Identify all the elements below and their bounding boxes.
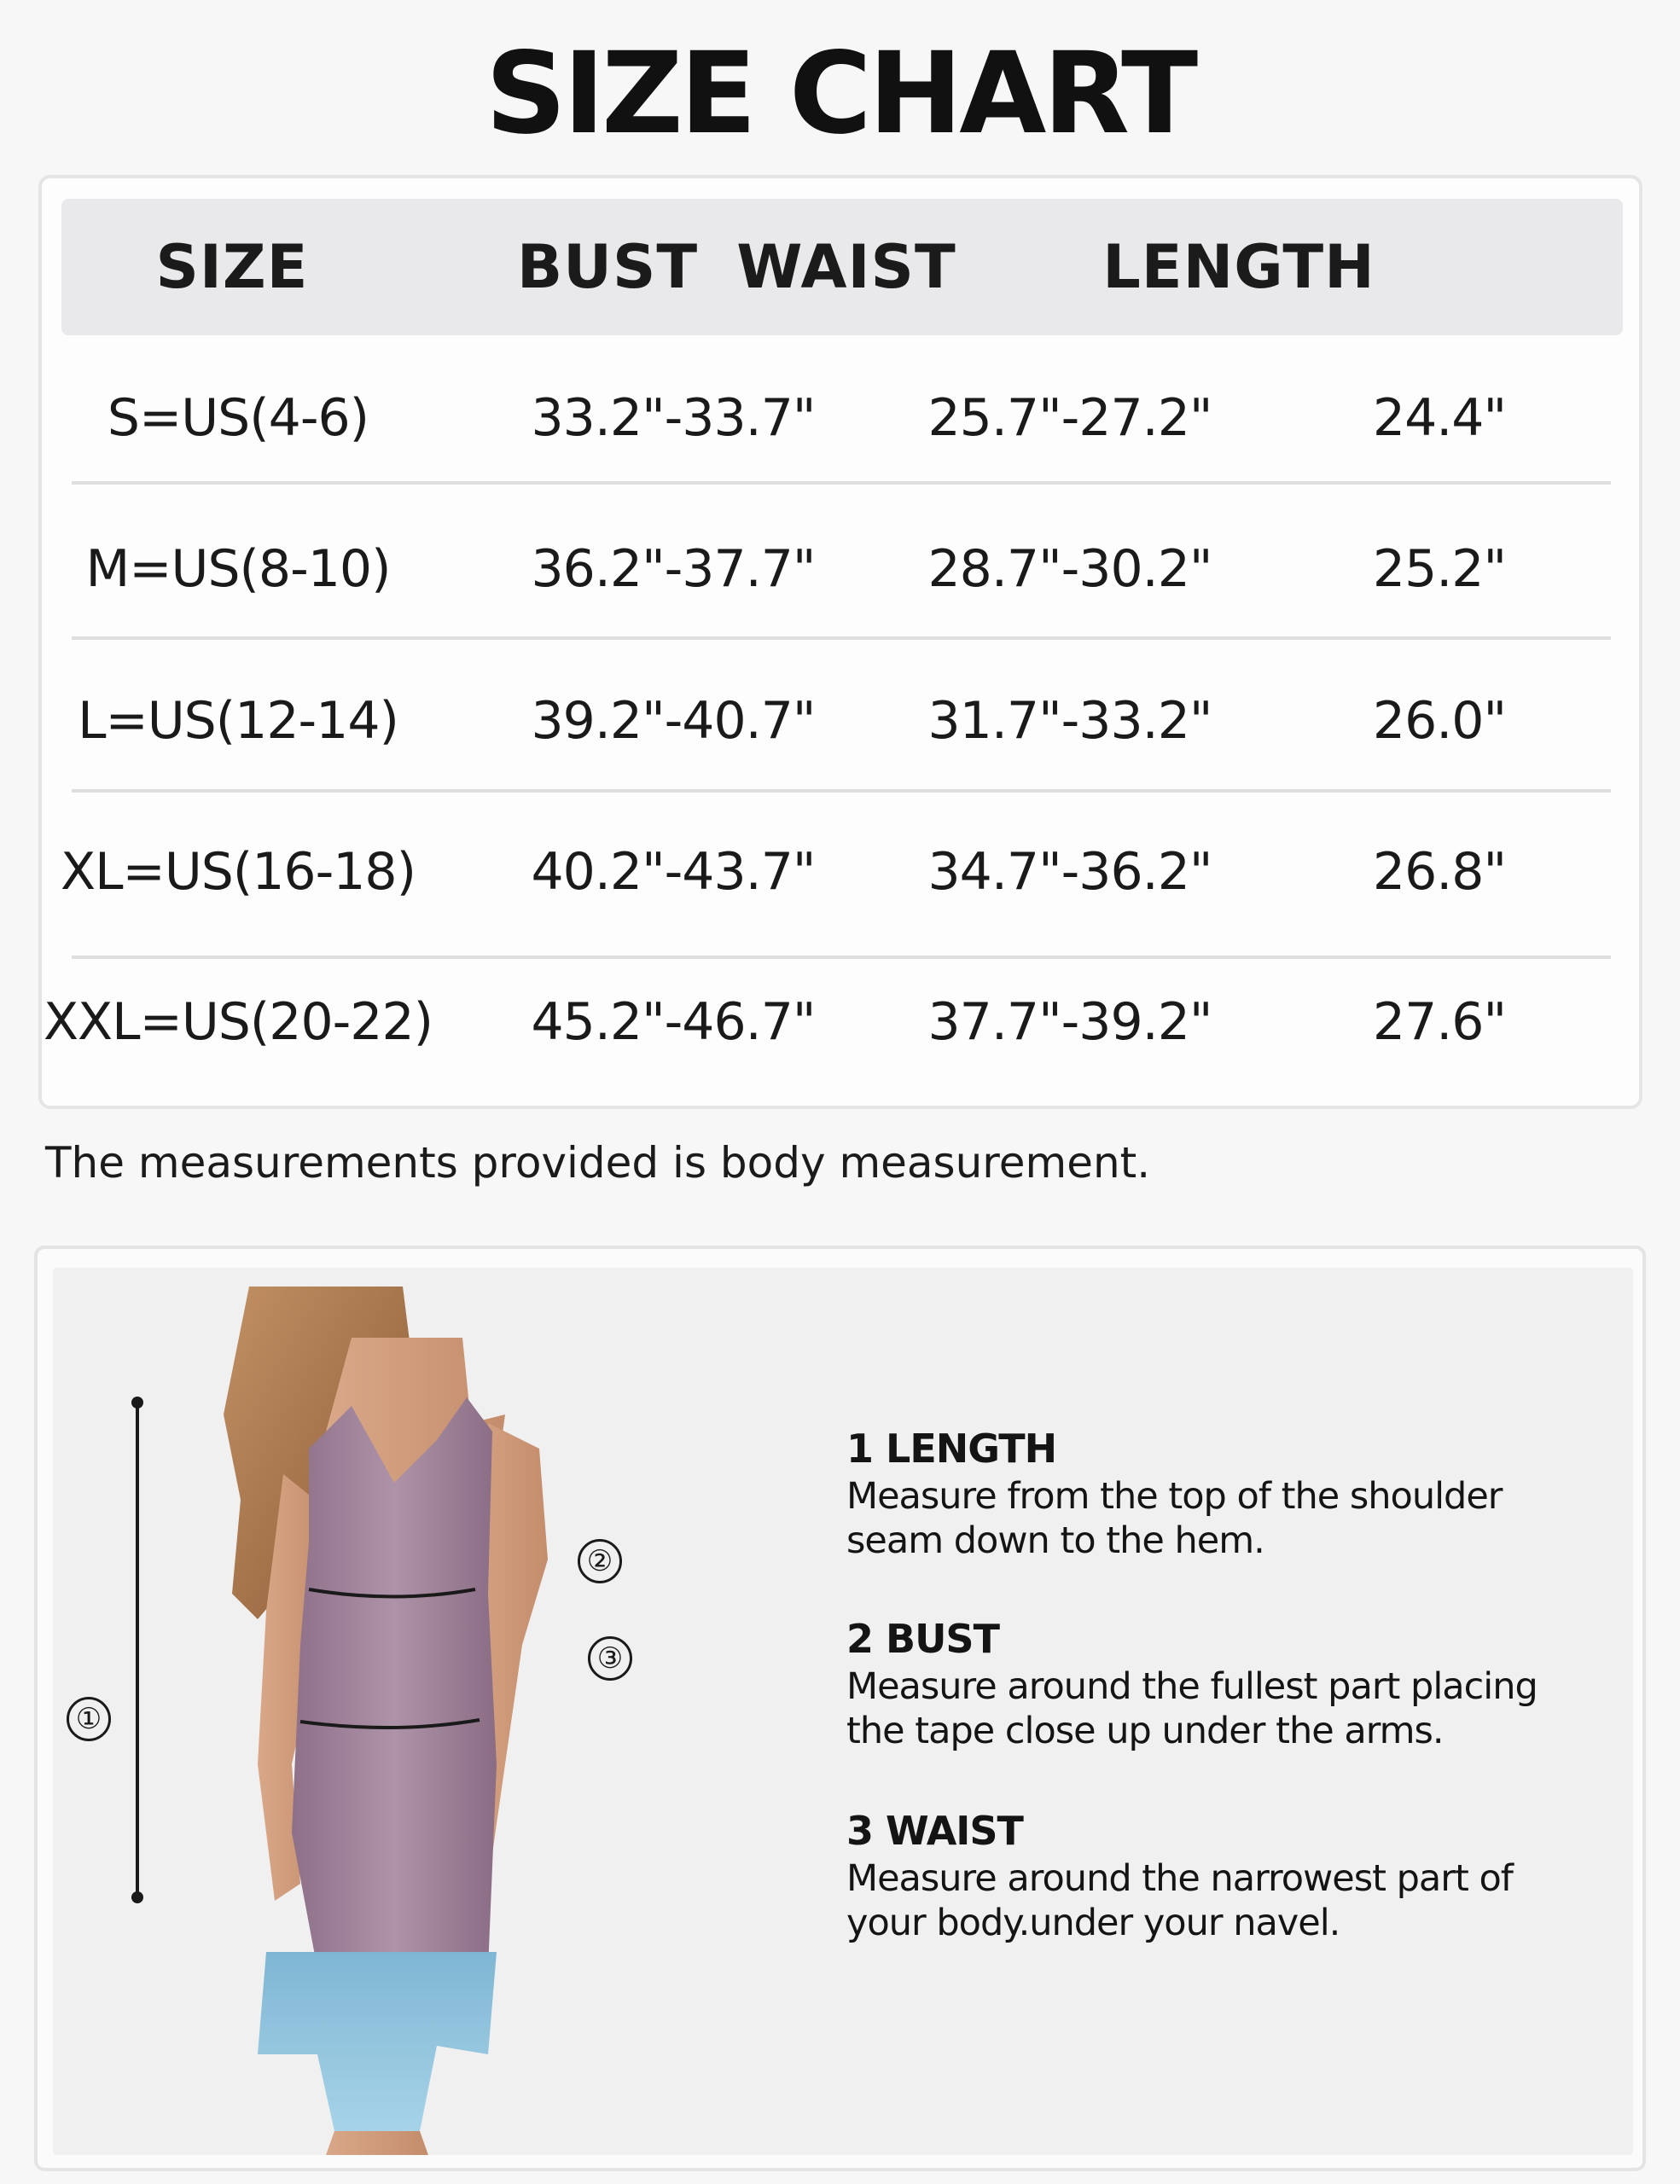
table-header [61,199,1623,335]
waist-desc-line1: Measure around the narrowest part of [846,1857,1513,1900]
cell-bust: 45.2"-46.7" [531,992,816,1052]
waist-instruction [846,1805,1614,1945]
bust-desc-line2: the tape close up under the arms. [846,1710,1444,1752]
measurement-note: The measurements provided is body measurement. [45,1138,1151,1188]
cell-bust: 40.2"-43.7" [531,842,816,902]
cell-size: S=US(4-6) [107,388,369,448]
cell-waist: 31.7"-33.2" [927,691,1212,751]
table-row [72,646,1611,796]
cell-length: 24.4" [1372,388,1507,448]
bust-instruction [846,1613,1614,1753]
header-length: LENGTH [1102,232,1375,302]
cell-waist: 37.7"-39.2" [927,992,1212,1052]
length-desc-line1: Measure from the top of the shoulder [846,1475,1503,1518]
row-divider [72,636,1611,640]
cell-bust: 33.2"-33.7" [531,388,816,448]
cell-bust: 36.2"-37.7" [531,539,816,599]
guide-panel [53,1268,1633,2155]
table-row [72,494,1611,644]
length-instruction [846,1423,1614,1563]
cell-length: 27.6" [1372,992,1507,1052]
row-divider [72,789,1611,793]
cell-size: XXL=US(20-22) [43,992,433,1052]
header-waist: WAIST [736,232,956,302]
length-title: 1 LENGTH [846,1426,1057,1472]
cell-bust: 39.2"-40.7" [531,691,816,751]
cell-size: XL=US(16-18) [61,842,416,902]
cell-waist: 25.7"-27.2" [927,388,1212,448]
table-row [72,343,1611,493]
cell-length: 25.2" [1372,539,1507,599]
header-size: SIZE [155,232,309,302]
size-table [38,175,1642,1109]
page-title: SIZE CHART [485,28,1195,160]
cell-waist: 28.7"-30.2" [927,539,1212,599]
header-bust: BUST [516,232,699,302]
bust-title: 2 BUST [846,1616,999,1662]
table-row [61,797,1611,947]
table-row [43,947,1611,1097]
cell-size: M=US(8-10) [85,539,391,599]
waist-desc-line2: your body.under your navel. [846,1902,1340,1944]
cell-waist: 34.7"-36.2" [927,842,1212,902]
waist-title: 3 WAIST [846,1808,1023,1854]
measure-guide [34,1246,1646,2171]
model-photo [181,1287,659,2155]
marker-2: ② [578,1539,622,1583]
length-desc-line2: seam down to the hem. [846,1519,1264,1562]
marker-1: ① [67,1697,111,1741]
marker-3: ③ [588,1636,632,1681]
cell-size: L=US(12-14) [78,691,398,751]
row-divider [72,481,1611,485]
cell-length: 26.8" [1372,842,1507,902]
cell-length: 26.0" [1372,691,1507,751]
bust-desc-line1: Measure around the fullest part placing [846,1665,1538,1708]
